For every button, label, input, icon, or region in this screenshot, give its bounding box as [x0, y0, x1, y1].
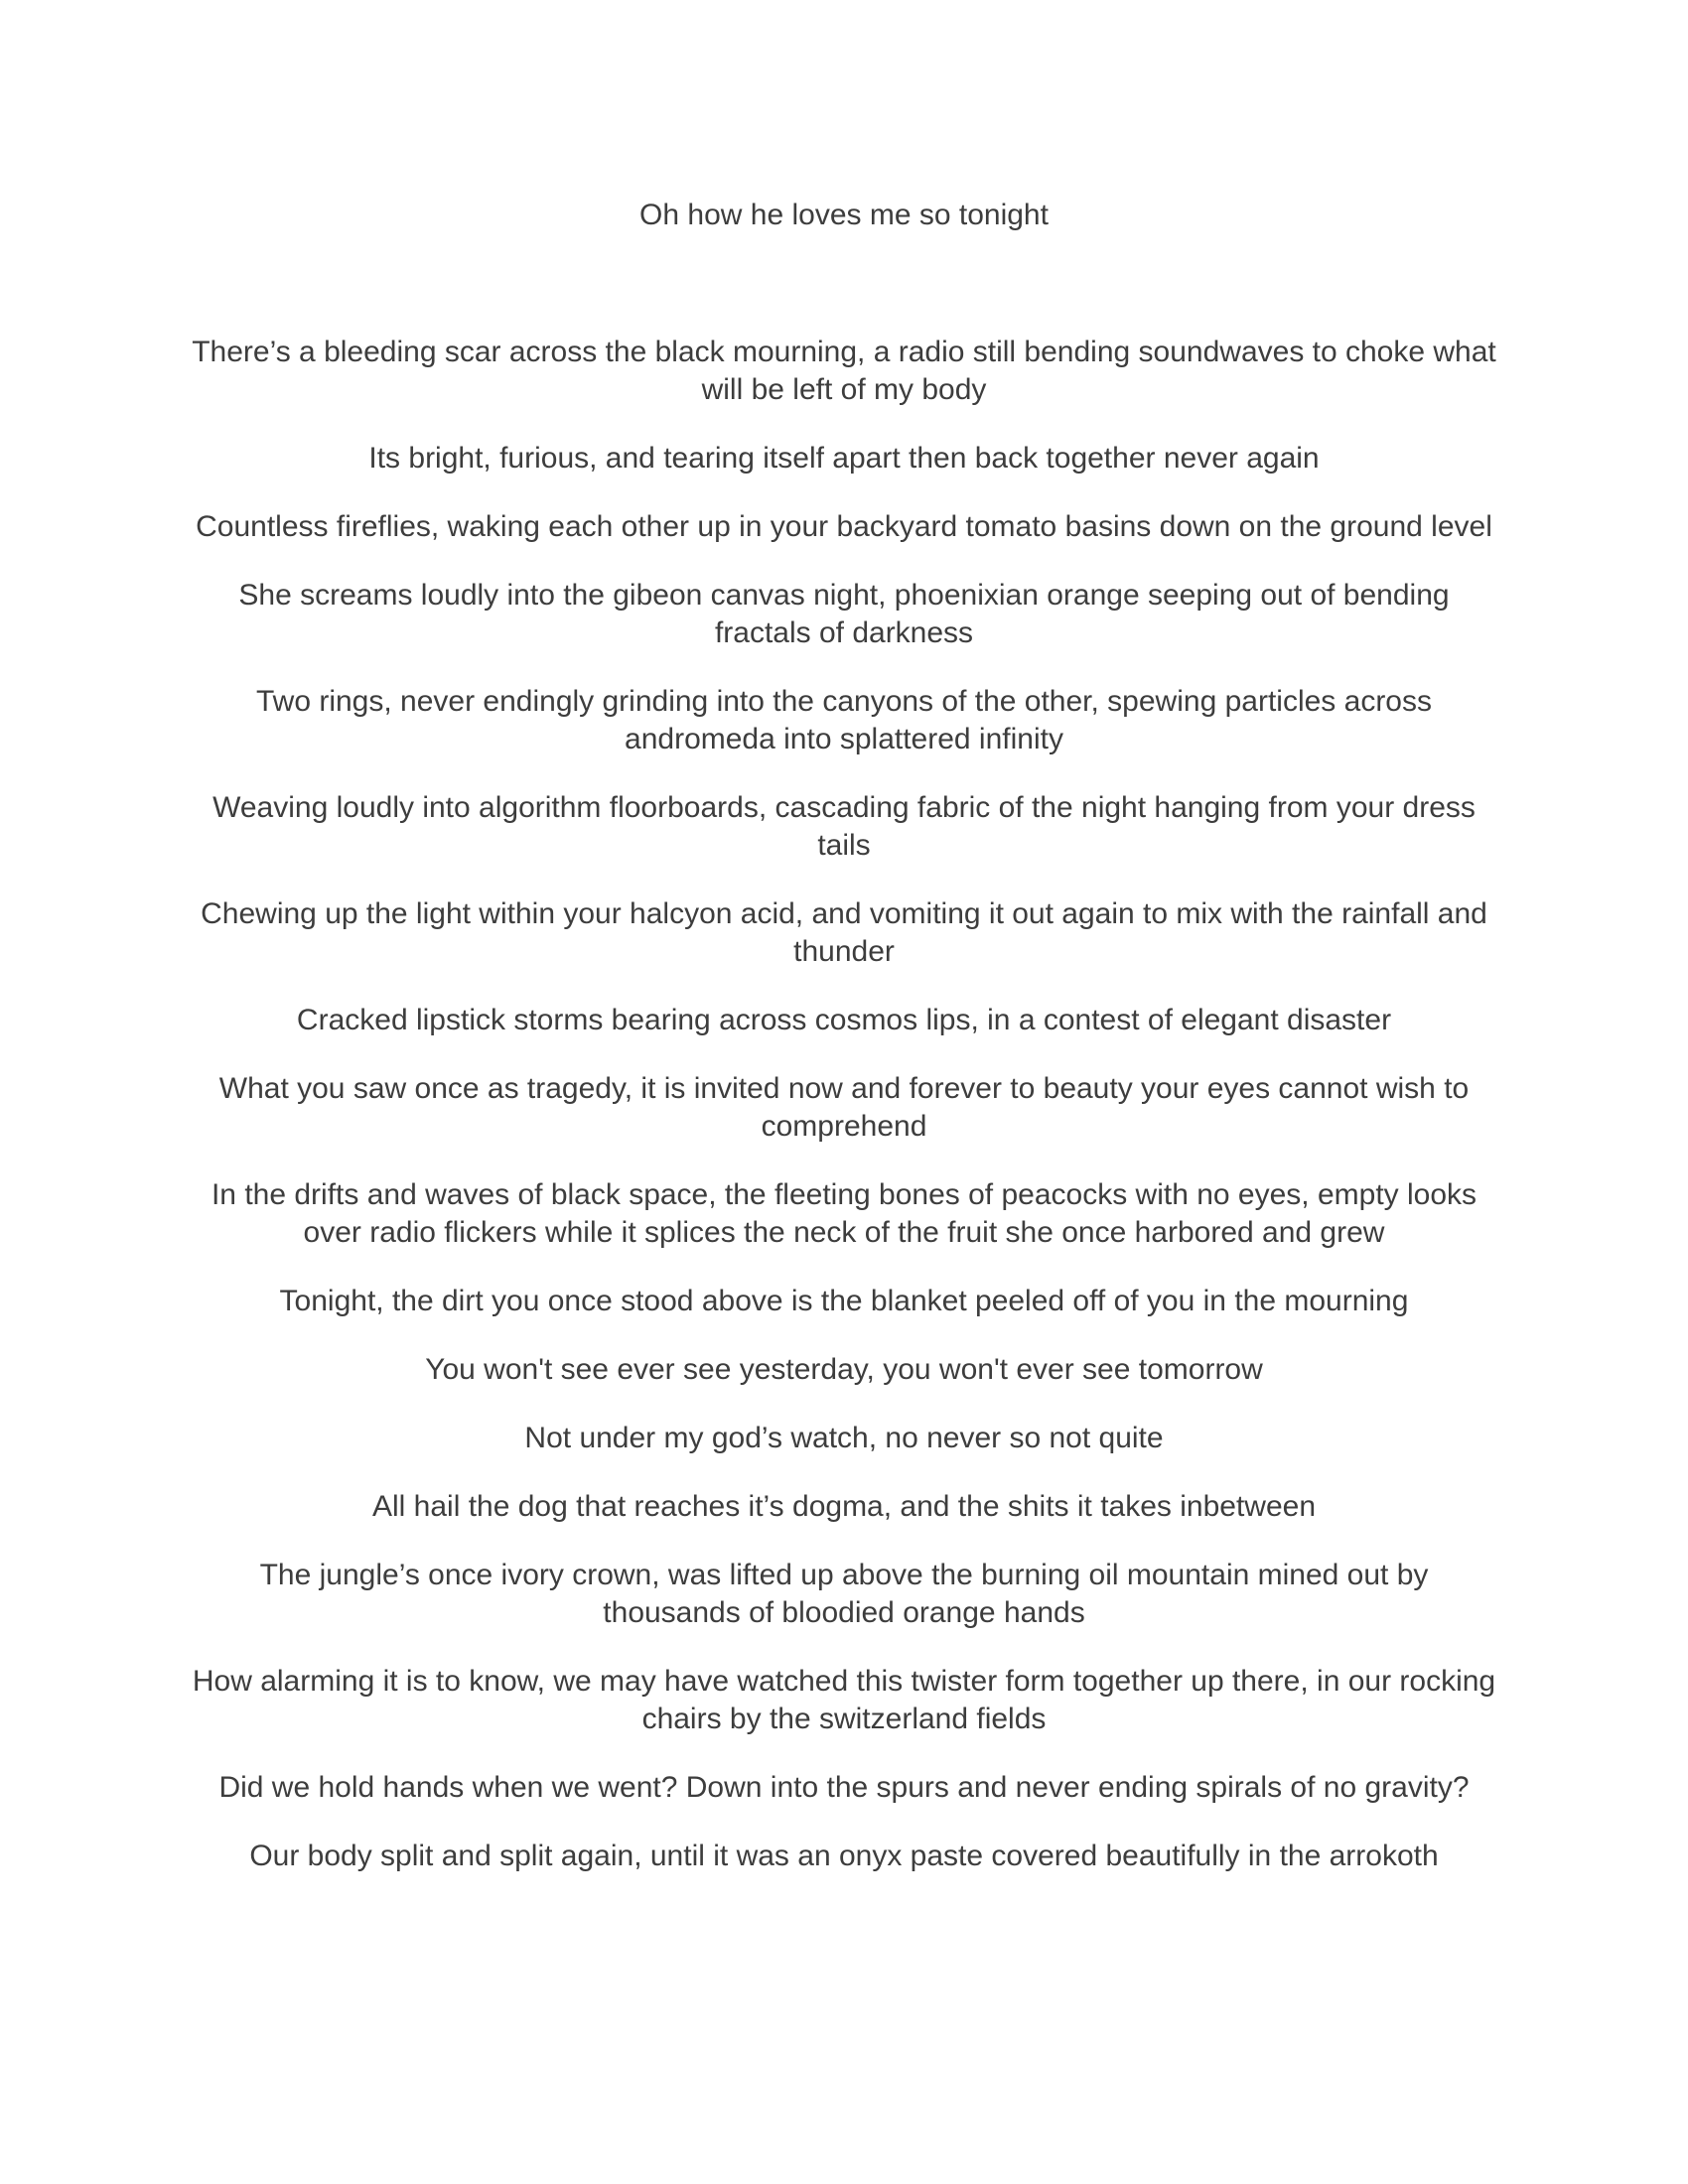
poem-line: Two rings, never endingly grinding into the canyons of the other, spewing particles across andromeda into splattered infinity: [255, 685, 1432, 755]
poem-title: Oh how he loves me so tonight: [639, 199, 1049, 231]
poem-line: There’s a bleeding scar across the black mourning, a radio still bending soundwaves to choke what will be left of my body: [192, 336, 1496, 406]
poem-line: She screams loudly into the gibeon canvas night, phoenixian orange seeping out of bending fractals of darkness: [238, 579, 1450, 649]
poem-line: You won't see ever see yesterday, you won't ever see tomorrow: [425, 1353, 1263, 1386]
poem-line: Did we hold hands when we went? Down into the spurs and never ending spirals of no gravity?: [218, 1771, 1470, 1804]
poem-line: Chewing up the light within your halcyon acid, and vomiting it out again to mix with the rainfall and thunder: [201, 897, 1487, 968]
poem-line: Tonight, the dirt you once stood above is the blanket peeled off of you in the mourning: [279, 1285, 1409, 1317]
poem-body: [189, 334, 1499, 1906]
poem-line: Weaving loudly into algorithm floorboards, cascading fabric of the night hanging from your dress tails: [212, 791, 1476, 862]
poem-line: Not under my god’s watch, no never so not quite: [524, 1422, 1164, 1454]
poem-line: Countless fireflies, waking each other up in your backyard tomato basins down on the ground level: [196, 510, 1492, 543]
poem-line: In the drifts and waves of black space, the fleeting bones of peacocks with no eyes, empty looks over radio flickers while it splices the neck of the fruit she once harbored and grew: [211, 1178, 1477, 1249]
poem-line: All hail the dog that reaches it’s dogma, and the shits it takes inbetween: [371, 1490, 1317, 1523]
poem-line: The jungle’s once ivory crown, was lifted up above the burning oil mountain mined out by thousands of bloodied orange hands: [259, 1559, 1429, 1629]
poem-line: What you saw once as tragedy, it is invited now and forever to beauty your eyes cannot wish to comprehend: [218, 1072, 1470, 1143]
poem-line: How alarming it is to know, we may have watched this twister form together up there, in our rocking chairs by the switzerland fields: [192, 1665, 1496, 1735]
poem-line: Our body split and split again, until it was an onyx paste covered beautifully in the arrokoth: [249, 1840, 1439, 1872]
poem-line: Its bright, furious, and tearing itself apart then back together never again: [368, 442, 1320, 475]
poem-line: Cracked lipstick storms bearing across cosmos lips, in a contest of elegant disaster: [296, 1004, 1392, 1036]
